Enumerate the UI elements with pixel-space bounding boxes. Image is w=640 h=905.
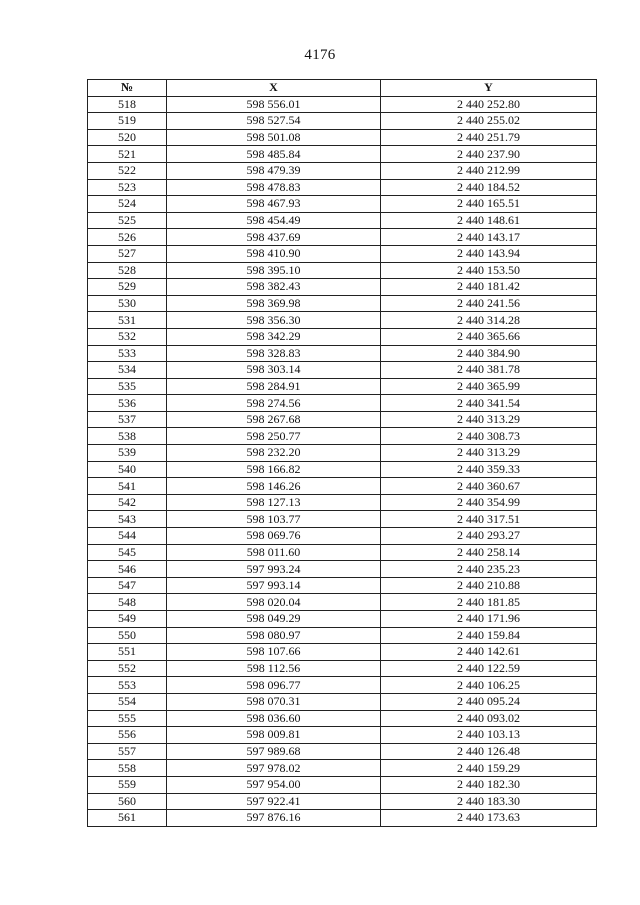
table-row [88,611,597,628]
cell-y: 2 440 258.14 [381,544,597,561]
cell-x: 598 232.20 [167,445,381,462]
cell-y: 2 440 184.52 [381,179,597,196]
cell-point-number: 549 [88,611,167,628]
table-row [88,378,597,395]
cell-y: 2 440 313.29 [381,445,597,462]
table-row [88,677,597,694]
cell-x: 598 146.26 [167,478,381,495]
cell-x: 598 250.77 [167,428,381,445]
table-row [88,245,597,262]
cell-y: 2 440 212.99 [381,162,597,179]
cell-x: 598 112.56 [167,660,381,677]
cell-x: 598 107.66 [167,644,381,661]
table-row [88,295,597,312]
cell-point-number: 542 [88,494,167,511]
cell-y: 2 440 237.90 [381,146,597,163]
table-body [88,96,597,826]
cell-y: 2 440 381.78 [381,362,597,379]
cell-x: 598 342.29 [167,328,381,345]
table-row [88,627,597,644]
table-row [88,312,597,329]
cell-y: 2 440 159.29 [381,760,597,777]
cell-x: 597 993.14 [167,577,381,594]
cell-y: 2 440 148.61 [381,212,597,229]
cell-y: 2 440 143.17 [381,229,597,246]
cell-point-number: 561 [88,810,167,827]
table-row [88,743,597,760]
cell-y: 2 440 365.99 [381,378,597,395]
cell-x: 597 922.41 [167,793,381,810]
table-row [88,793,597,810]
cell-point-number: 527 [88,245,167,262]
cell-point-number: 524 [88,196,167,213]
table-row [88,345,597,362]
table-row [88,262,597,279]
table-row [88,229,597,246]
table-row [88,577,597,594]
cell-point-number: 525 [88,212,167,229]
cell-x: 598 103.77 [167,511,381,528]
table-row [88,660,597,677]
cell-point-number: 523 [88,179,167,196]
table-row [88,528,597,545]
cell-x: 598 527.54 [167,113,381,130]
cell-point-number: 556 [88,727,167,744]
cell-x: 598 454.49 [167,212,381,229]
cell-y: 2 440 093.02 [381,710,597,727]
cell-x: 598 479.39 [167,162,381,179]
table-row [88,212,597,229]
table-row [88,461,597,478]
cell-point-number: 530 [88,295,167,312]
cell-x: 598 303.14 [167,362,381,379]
cell-y: 2 440 293.27 [381,528,597,545]
cell-point-number: 544 [88,528,167,545]
cell-y: 2 440 153.50 [381,262,597,279]
table-row [88,727,597,744]
cell-x: 598 036.60 [167,710,381,727]
cell-x: 598 485.84 [167,146,381,163]
cell-x: 598 284.91 [167,378,381,395]
cell-x: 598 395.10 [167,262,381,279]
cell-y: 2 440 252.80 [381,96,597,113]
cell-point-number: 535 [88,378,167,395]
cell-point-number: 540 [88,461,167,478]
cell-y: 2 440 313.29 [381,411,597,428]
cell-y: 2 440 165.51 [381,196,597,213]
cell-y: 2 440 314.28 [381,312,597,329]
cell-point-number: 521 [88,146,167,163]
table-row [88,760,597,777]
cell-point-number: 519 [88,113,167,130]
cell-point-number: 559 [88,776,167,793]
cell-x: 598 020.04 [167,594,381,611]
cell-x: 598 501.08 [167,129,381,146]
cell-point-number: 534 [88,362,167,379]
cell-x: 598 478.83 [167,179,381,196]
table-row [88,693,597,710]
cell-x: 598 267.68 [167,411,381,428]
cell-y: 2 440 143.94 [381,245,597,262]
table-row [88,644,597,661]
cell-y: 2 440 106.25 [381,677,597,694]
table-row [88,544,597,561]
table-row [88,395,597,412]
cell-point-number: 555 [88,710,167,727]
table-row [88,328,597,345]
cell-point-number: 543 [88,511,167,528]
table-row [88,96,597,113]
cell-y: 2 440 103.13 [381,727,597,744]
cell-x: 598 096.77 [167,677,381,694]
cell-point-number: 532 [88,328,167,345]
cell-x: 598 369.98 [167,295,381,312]
cell-point-number: 529 [88,279,167,296]
table-row [88,494,597,511]
cell-point-number: 557 [88,743,167,760]
cell-y: 2 440 142.61 [381,644,597,661]
cell-point-number: 522 [88,162,167,179]
cell-y: 2 440 122.59 [381,660,597,677]
cell-y: 2 440 384.90 [381,345,597,362]
cell-point-number: 550 [88,627,167,644]
table-row [88,445,597,462]
table-row [88,710,597,727]
cell-point-number: 528 [88,262,167,279]
cell-point-number: 538 [88,428,167,445]
cell-y: 2 440 251.79 [381,129,597,146]
cell-x: 598 328.83 [167,345,381,362]
table-row [88,362,597,379]
cell-point-number: 545 [88,544,167,561]
table-row [88,428,597,445]
table-row [88,129,597,146]
cell-point-number: 531 [88,312,167,329]
cell-x: 598 467.93 [167,196,381,213]
cell-y: 2 440 210.88 [381,577,597,594]
cell-point-number: 536 [88,395,167,412]
cell-y: 2 440 360.67 [381,478,597,495]
cell-y: 2 440 255.02 [381,113,597,130]
header-x: X [167,80,381,97]
cell-point-number: 518 [88,96,167,113]
page-number: 4176 [304,47,336,63]
cell-y: 2 440 365.66 [381,328,597,345]
table-row [88,196,597,213]
cell-x: 598 011.60 [167,544,381,561]
cell-y: 2 440 181.42 [381,279,597,296]
cell-point-number: 552 [88,660,167,677]
cell-y: 2 440 308.73 [381,428,597,445]
cell-x: 598 410.90 [167,245,381,262]
table-row [88,561,597,578]
cell-point-number: 546 [88,561,167,578]
cell-y: 2 440 181.85 [381,594,597,611]
cell-x: 597 954.00 [167,776,381,793]
cell-x: 598 166.82 [167,461,381,478]
cell-y: 2 440 159.84 [381,627,597,644]
cell-x: 598 009.81 [167,727,381,744]
cell-x: 598 080.97 [167,627,381,644]
cell-x: 598 049.29 [167,611,381,628]
table-row [88,146,597,163]
table-row [88,279,597,296]
table-header-row [88,80,597,97]
cell-y: 2 440 354.99 [381,494,597,511]
coordinates-table [87,79,597,827]
cell-y: 2 440 095.24 [381,693,597,710]
table-row [88,162,597,179]
cell-y: 2 440 183.30 [381,793,597,810]
cell-x: 598 274.56 [167,395,381,412]
table-row [88,810,597,827]
cell-y: 2 440 317.51 [381,511,597,528]
table-row [88,594,597,611]
cell-x: 597 876.16 [167,810,381,827]
table-row [88,113,597,130]
cell-y: 2 440 126.48 [381,743,597,760]
cell-y: 2 440 182.30 [381,776,597,793]
cell-x: 598 556.01 [167,96,381,113]
table-row [88,411,597,428]
cell-y: 2 440 173.63 [381,810,597,827]
header-y: Y [381,80,597,97]
cell-x: 597 989.68 [167,743,381,760]
cell-x: 598 356.30 [167,312,381,329]
cell-y: 2 440 359.33 [381,461,597,478]
cell-point-number: 548 [88,594,167,611]
cell-point-number: 539 [88,445,167,462]
cell-x: 598 382.43 [167,279,381,296]
cell-point-number: 558 [88,760,167,777]
cell-point-number: 537 [88,411,167,428]
cell-point-number: 533 [88,345,167,362]
cell-point-number: 553 [88,677,167,694]
cell-x: 597 993.24 [167,561,381,578]
cell-x: 598 437.69 [167,229,381,246]
cell-y: 2 440 171.96 [381,611,597,628]
cell-y: 2 440 235.23 [381,561,597,578]
cell-x: 598 069.76 [167,528,381,545]
cell-x: 598 070.31 [167,693,381,710]
cell-point-number: 554 [88,693,167,710]
table-row [88,179,597,196]
cell-point-number: 526 [88,229,167,246]
cell-point-number: 547 [88,577,167,594]
cell-point-number: 520 [88,129,167,146]
cell-point-number: 560 [88,793,167,810]
cell-y: 2 440 241.56 [381,295,597,312]
cell-x: 597 978.02 [167,760,381,777]
cell-point-number: 541 [88,478,167,495]
cell-y: 2 440 341.54 [381,395,597,412]
table-row [88,776,597,793]
header-point-number: № [88,80,167,97]
table-row [88,511,597,528]
cell-point-number: 551 [88,644,167,661]
table-row [88,478,597,495]
cell-x: 598 127.13 [167,494,381,511]
